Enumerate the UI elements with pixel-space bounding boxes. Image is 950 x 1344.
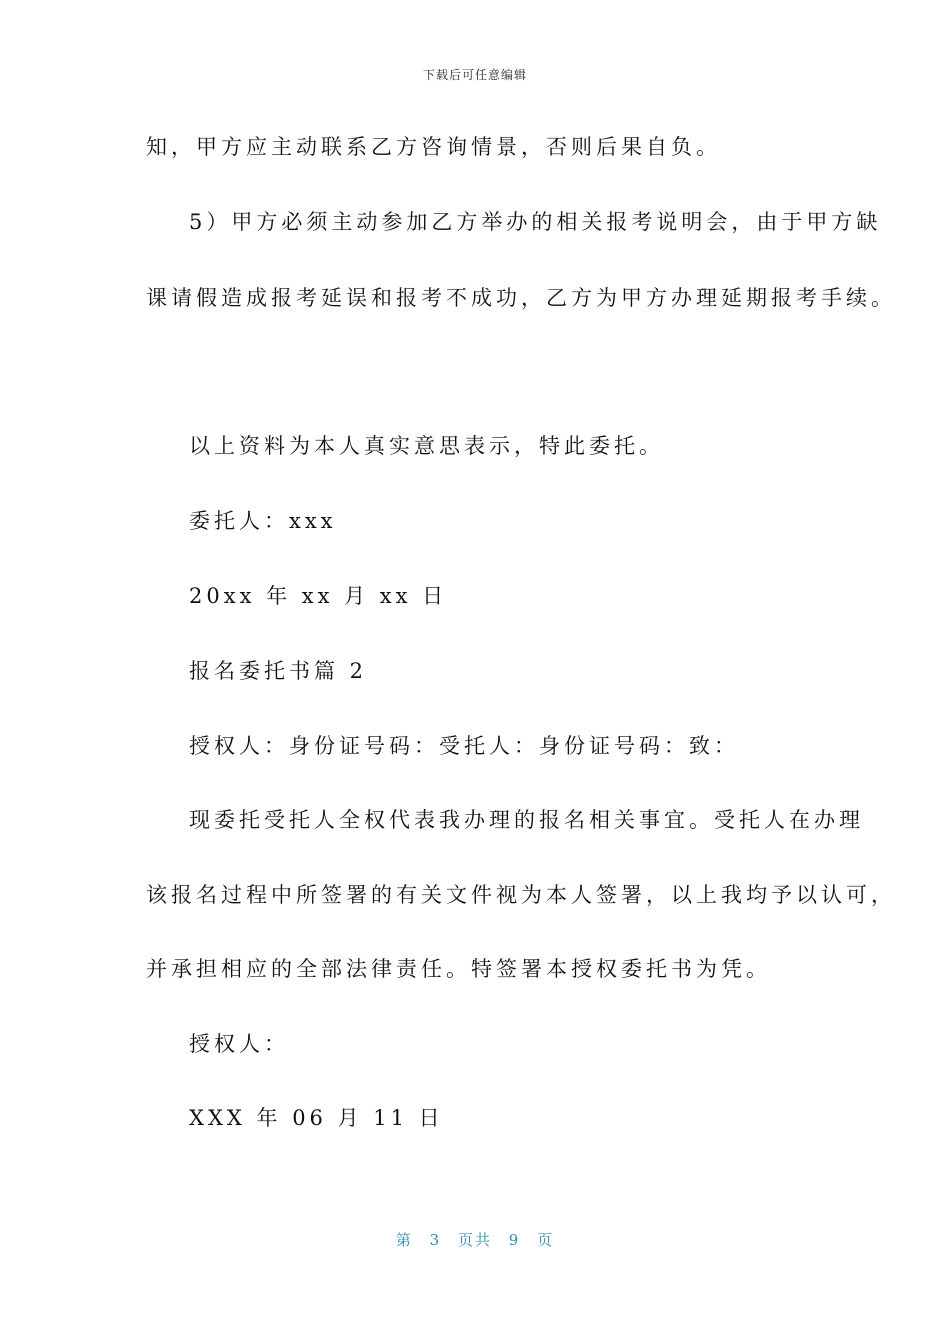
text-line: 该报名过程中所签署的有关文件视为本人签署，以上我均予以认可， <box>146 883 896 907</box>
text-line: 委托人：xxx <box>189 509 337 533</box>
text-line: 知，甲方应主动联系乙方咨询情景，否则后果自负。 <box>146 135 721 159</box>
text-line: 并承担相应的全部法律责任。特签署本授权委托书为凭。 <box>146 957 771 981</box>
date-line: 20xx 年 xx 月 xx 日 <box>189 584 448 608</box>
date-line: XXX 年 06 月 11 日 <box>189 1106 444 1130</box>
text-line: 授权人： <box>189 1032 289 1056</box>
section-heading: 报名委托书篇 2 <box>189 659 368 683</box>
text-line: 5）甲方必须主动参加乙方举办的相关报考说明会，由于甲方缺 <box>189 210 882 234</box>
page-header: 下载后可任意编辑 <box>422 68 527 82</box>
text-line: 以上资料为本人真实意思表示，特此委托。 <box>189 434 664 458</box>
text-line: 授权人：身份证号码：受托人：身份证号码：致： <box>189 734 739 758</box>
page-footer: 第 3 页共 9 页 <box>395 1231 555 1249</box>
text-line: 现委托受托人全权代表我办理的报名相关事宜。受托人在办理 <box>189 808 864 832</box>
text-line: 课请假造成报考延误和报考不成功，乙方为甲方办理延期报考手续。 <box>146 286 896 310</box>
